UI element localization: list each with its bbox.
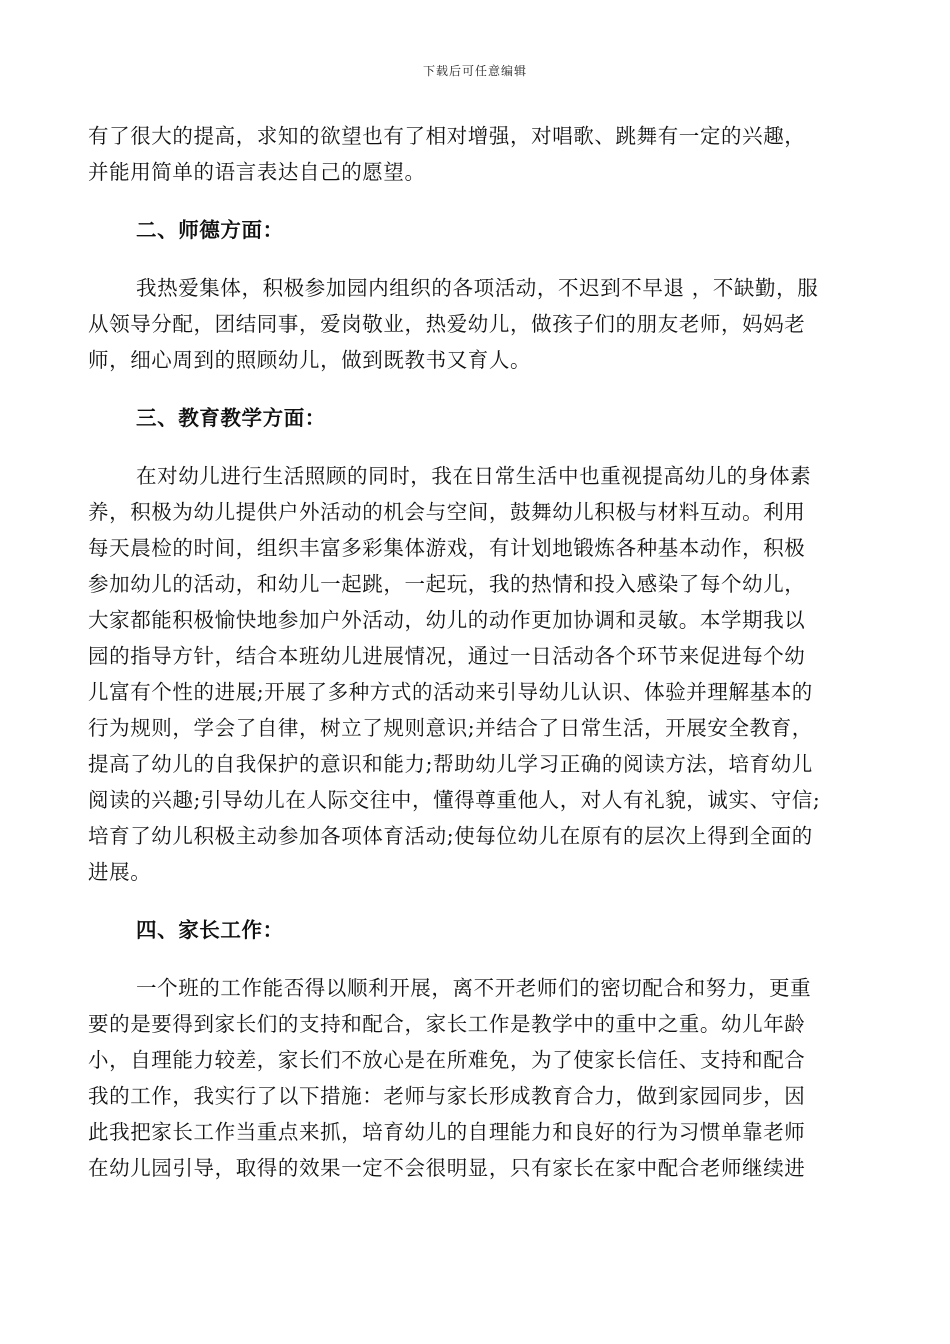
text-line: 我热爱集体，积极参加园内组织的各项活动，不迟到不早退 ，不缺勤，服 <box>136 276 819 300</box>
text-line: 要的是要得到家长们的支持和配合，家长工作是教学中的重中之重。幼儿年龄 <box>88 1012 806 1036</box>
text-line: 儿富有个性的进展;开展了多种方式的活动来引导幼儿认识、体验并理解基本的 <box>88 680 813 704</box>
text-line: 大家都能积极愉快地参加户外活动，幼儿的动作更加协调和灵敏。本学期我以 <box>88 608 806 632</box>
section-heading-parent-work: 四、家长工作： <box>136 918 284 942</box>
text-line: 师，细心周到的照顾幼儿，做到既教书又育人。 <box>88 348 532 372</box>
text-line: 在对幼儿进行生活照顾的同时，我在日常生活中也重视提高幼儿的身体素 <box>136 464 812 488</box>
section-heading-teacher-ethics: 二、师德方面： <box>136 218 284 242</box>
text-line: 有了很大的提高，求知的欲望也有了相对增强，对唱歌、跳舞有一定的兴趣， <box>88 124 806 148</box>
text-line: 一个班的工作能否得以顺利开展，离不开老师们的密切配合和努力，更重 <box>136 976 812 1000</box>
section-heading-teaching: 三、教育教学方面： <box>136 406 326 430</box>
text-line: 园的指导方针，结合本班幼儿进展情况，通过一日活动各个环节来促进每个幼 <box>88 644 806 668</box>
text-line: 并能用简单的语言表达自己的愿望。 <box>88 160 426 184</box>
text-line: 小，自理能力较差，家长们不放心是在所难免，为了使家长信任、支持和配合 <box>88 1048 806 1072</box>
text-line: 参加幼儿的活动，和幼儿一起跳，一起玩，我的热情和投入感染了每个幼儿， <box>88 572 806 596</box>
text-line: 养，积极为幼儿提供户外活动的机会与空间，鼓舞幼儿积极与材料互动。利用 <box>88 500 806 524</box>
text-line: 从领导分配，团结同事，爱岗敬业，热爱幼儿，做孩子们的朋友老师，妈妈老 <box>88 312 806 336</box>
text-line: 提高了幼儿的自我保护的意识和能力;帮助幼儿学习正确的阅读方法，培育幼儿 <box>88 752 813 776</box>
text-line: 培育了幼儿积极主动参加各项体育活动;使每位幼儿在原有的层次上得到全面的 <box>88 824 813 848</box>
paragraph-continuation <box>88 118 864 190</box>
paragraph-parent-work <box>88 970 864 1186</box>
text-line: 此我把家长工作当重点来抓，培育幼儿的自理能力和良好的行为习惯单靠老师 <box>88 1120 806 1144</box>
document-body <box>88 118 864 1186</box>
paragraph-teacher-ethics <box>88 270 864 378</box>
text-line: 我的工作，我实行了以下措施：老师与家长形成教育合力，做到家园同步，因 <box>88 1084 806 1108</box>
text-line: 进展。 <box>88 860 152 884</box>
paragraph-teaching <box>88 458 864 890</box>
page-header-note: 下载后可任意编辑 <box>422 64 527 78</box>
text-line: 阅读的兴趣;引导幼儿在人际交往中，懂得尊重他人，对人有礼貌，诚实、守信; <box>88 788 821 812</box>
text-line: 每天晨检的时间，组织丰富多彩集体游戏，有计划地锻炼各种基本动作，积极 <box>88 536 806 560</box>
text-line: 行为规则，学会了自律，树立了规则意识;并结合了日常生活，开展安全教育， <box>88 716 813 740</box>
text-line: 在幼儿园引导，取得的效果一定不会很明显，只有家长在家中配合老师继续进 <box>88 1156 806 1180</box>
